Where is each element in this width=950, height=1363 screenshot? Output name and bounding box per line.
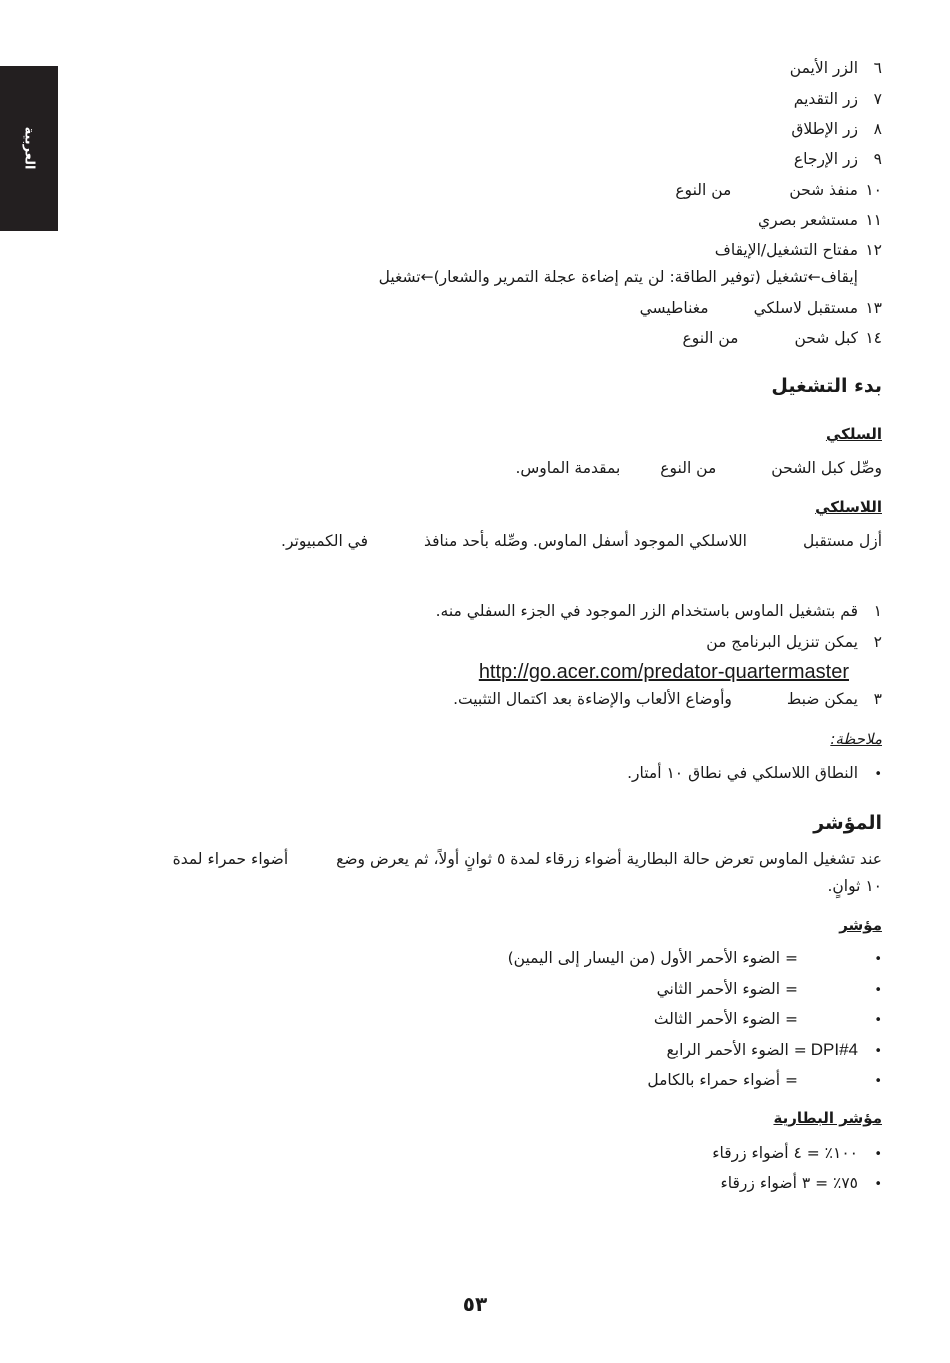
- part-label: زر التقديم: [793, 90, 858, 108]
- part-number: ١٠: [865, 181, 882, 199]
- step-text: يمكن ضبط: [786, 690, 858, 708]
- wireless-instruction: [281, 531, 882, 551]
- part-label-type: مغناطيسي: [639, 299, 709, 317]
- bullet-icon: •: [874, 1044, 882, 1059]
- wired-instruction: [515, 458, 882, 478]
- part-label: مستشعر بصري: [757, 211, 858, 229]
- step-item: [706, 632, 882, 652]
- language-label: العربية: [21, 126, 37, 170]
- part-subtext: إيقاف←تشغيل (توفير الطاقة: لن يتم إضاءة عجلة التمرير والشعار)←تشغيل: [378, 268, 858, 286]
- battery-indicator-heading: مؤشر البطارية: [773, 1109, 882, 1127]
- wired-text-c: بمقدمة الماوس.: [515, 459, 621, 477]
- dpi-item-text: = أضواء حمراء بالكامل: [647, 1071, 798, 1089]
- dpi-item-text: = الضوء الأحمر الثالث: [653, 1010, 798, 1028]
- bullet-icon: •: [874, 1013, 882, 1028]
- dpi-item-text: = الضوء الأحمر الأول (من اليسار إلى اليمين): [507, 949, 798, 967]
- step-item: [436, 601, 882, 621]
- dpi-item: [654, 1009, 882, 1031]
- indicator-intro-line2: ١٠ ثوانٍ.: [827, 877, 882, 895]
- bullet-icon: •: [874, 1177, 882, 1192]
- indicator-intro-a: عند تشغيل الماوس تعرض حالة البطارية أضواء زرقاء لمدة ٥ ثوانٍ أولاً، ثم يعرض وضع: [336, 850, 882, 868]
- step-number: ١: [873, 602, 882, 620]
- wired-text-a: وصِّل كبل الشحن: [771, 459, 882, 477]
- part-label: مفتاح التشغيل/الإيقاف: [714, 241, 858, 259]
- wireless-text-b: اللاسلكي الموجود أسفل الماوس. وصِّله بأحد منافذ: [424, 532, 747, 550]
- indicator-intro: [173, 849, 882, 869]
- step-text-b: وأوضاع الألعاب والإضاءة بعد اكتمال التثبيت.: [453, 690, 732, 708]
- part-label: زر الإطلاق: [791, 120, 858, 138]
- part-item: [715, 240, 882, 260]
- part-label: كبل شحن: [794, 329, 858, 347]
- part-item: [758, 210, 882, 230]
- battery-item-text: ٧٥٪ = ٣ أضواء زرقاء: [720, 1174, 858, 1192]
- wired-text-b: من النوع: [660, 459, 717, 477]
- wireless-text-c: في الكمبيوتر.: [281, 532, 369, 550]
- dpi-item-text: = الضوء الأحمر الرابع: [666, 1041, 807, 1059]
- part-item: [675, 180, 882, 200]
- dpi-indicator-heading: [791, 915, 882, 935]
- battery-item: [712, 1143, 882, 1165]
- language-side-tab: [0, 66, 58, 231]
- bullet-icon: •: [874, 1147, 882, 1162]
- bullet-icon: •: [874, 952, 882, 967]
- note-text: النطاق اللاسلكي في نطاق ١٠ أمتار.: [627, 764, 858, 782]
- dpi-item: [657, 979, 882, 1001]
- bullet-icon: •: [874, 1074, 882, 1089]
- part-item: [682, 328, 882, 348]
- section-title-getting-started: بدء التشغيل: [771, 375, 882, 397]
- bullet-icon: •: [874, 983, 882, 998]
- part-label-type: من النوع: [682, 329, 739, 347]
- part-number: ١١: [865, 211, 882, 229]
- part-number: ٩: [873, 150, 882, 168]
- part-item: [794, 149, 882, 169]
- part-item: [791, 119, 882, 139]
- step-text: يمكن تنزيل البرنامج من: [706, 633, 858, 651]
- bullet-icon: •: [874, 767, 882, 782]
- step-number: ٣: [873, 690, 882, 708]
- part-label-type: من النوع: [675, 181, 732, 199]
- wired-heading: السلكي: [825, 425, 882, 443]
- part-item: [790, 58, 882, 78]
- step-text: قم بتشغيل الماوس باستخدام الزر الموجود في الجزء السفلي منه.: [435, 602, 858, 620]
- part-label: مستقبل لاسلكي: [753, 299, 858, 317]
- download-link[interactable]: http://go.acer.com/predator-quartermaster: [478, 661, 849, 683]
- wireless-heading: اللاسلكي: [815, 498, 882, 516]
- dpi-item: [508, 948, 882, 970]
- indicator-intro-b: أضواء حمراء لمدة: [172, 850, 289, 868]
- part-number: ٧: [873, 90, 882, 108]
- note-bullet: [627, 763, 882, 785]
- dpi-item: [667, 1040, 882, 1062]
- wireless-text-a: أزل مستقبل: [802, 532, 882, 550]
- part-item: [640, 298, 882, 318]
- battery-item-text: ١٠٠٪ = ٤ أضواء زرقاء: [712, 1144, 858, 1162]
- part-number: ١٢: [865, 241, 882, 259]
- section-title-indicator: المؤشر: [813, 812, 882, 834]
- dpi-item: [647, 1070, 882, 1092]
- part-number: ٨: [873, 120, 882, 138]
- dpi-item-prefix: DPI#4: [810, 1040, 858, 1059]
- part-number: ١٣: [865, 299, 882, 317]
- part-number: ٦: [873, 59, 882, 77]
- part-label: زر الإرجاع: [793, 150, 858, 168]
- dpi-item-text: = الضوء الأحمر الثاني: [656, 980, 798, 998]
- part-item: [794, 89, 882, 109]
- step-item: [453, 689, 882, 709]
- part-label: الزر الأيمن: [789, 59, 858, 77]
- step-number: ٢: [873, 633, 882, 651]
- note-label: ملاحظة:: [830, 730, 882, 748]
- part-label: منفذ شحن: [789, 181, 858, 199]
- dpi-heading-text: مؤشر: [839, 916, 882, 934]
- page-number: ٥٣: [462, 1292, 488, 1316]
- part-number: ١٤: [865, 329, 882, 347]
- battery-item: [721, 1173, 882, 1195]
